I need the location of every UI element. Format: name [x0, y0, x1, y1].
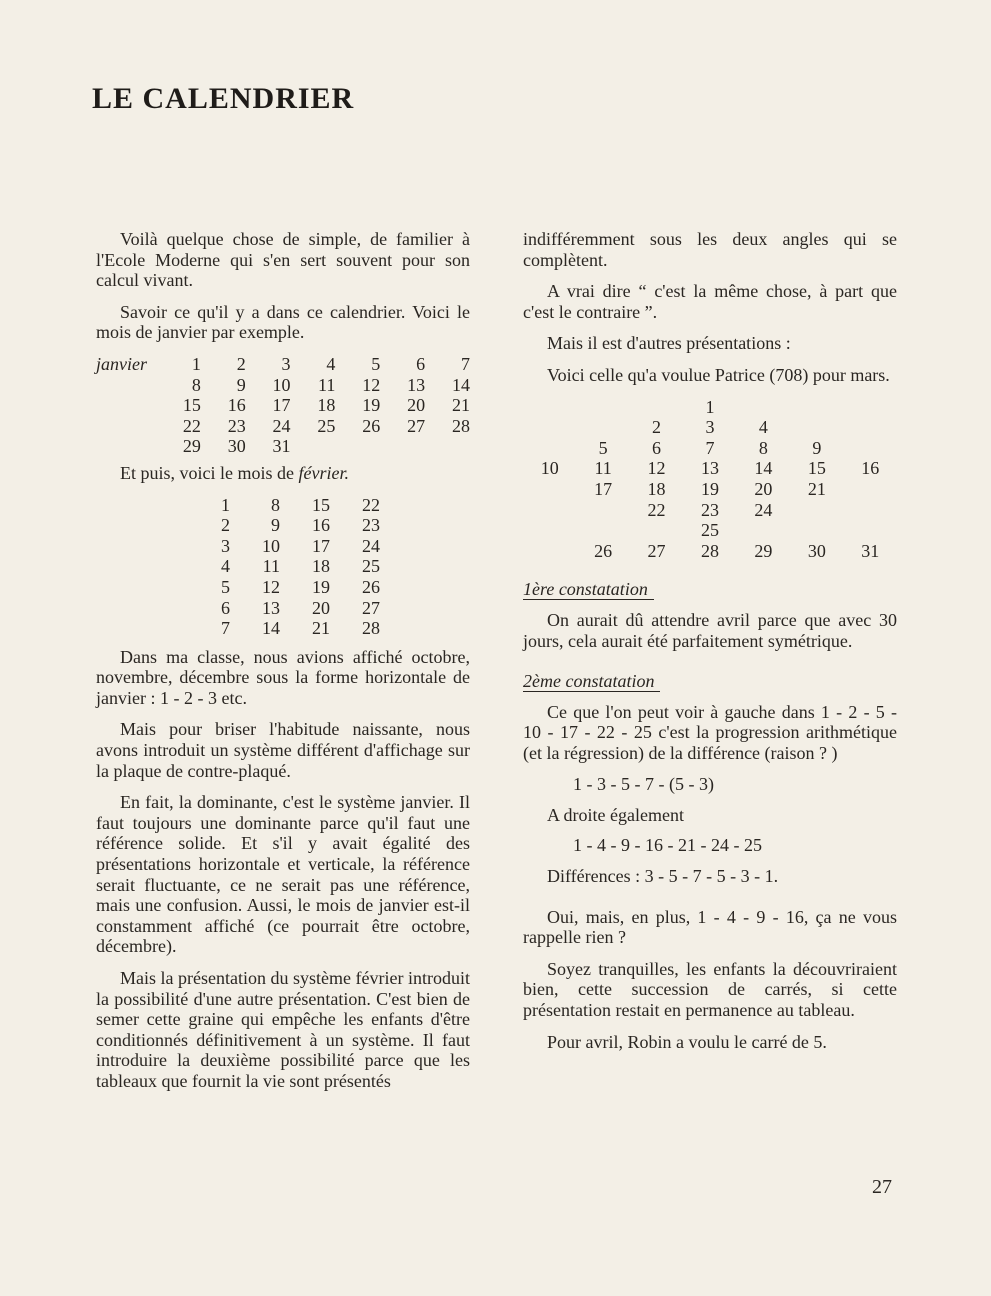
calendar-row [523, 500, 897, 521]
calendar-row [180, 515, 380, 536]
janvier-day: 9 [236, 374, 246, 395]
fevrier-day: 9 [271, 515, 280, 536]
sequence-differences-left: 1 - 3 - 5 - 7 - (5 - 3) [573, 774, 714, 795]
janvier-day: 19 [362, 395, 381, 416]
janvier-day: 18 [317, 395, 336, 416]
janvier-day: 11 [318, 374, 336, 395]
paragraph: indifféremment sous les deux angles qui se complètent. [523, 229, 897, 270]
fevrier-day: 23 [362, 515, 380, 536]
paragraph: Mais pour briser l'habitude naissante, nous avons introduit un système différent d'affichage sur la plaque de contre-plaqué. [96, 719, 470, 781]
paragraph-fevrier-intro: Et puis, voici le mois de février. [120, 462, 349, 483]
mars-day: 4 [758, 417, 768, 438]
paragraph: Voilà quelque chose de simple, de familier à l'Ecole Moderne qui s'en sert souvent pour son calcul vivant. [96, 229, 470, 291]
fevrier-day: 3 [221, 535, 230, 556]
fevrier-day: 21 [312, 618, 330, 639]
fevrier-day: 12 [262, 576, 280, 597]
mars-day: 27 [647, 540, 666, 561]
janvier-day: 23 [227, 415, 246, 436]
calendar-row [96, 354, 470, 375]
mars-day: 16 [861, 458, 880, 479]
month-label-spacer [96, 375, 156, 396]
month-label-spacer [96, 416, 156, 437]
calendar-row [523, 397, 897, 418]
mars-day: 3 [705, 417, 715, 438]
mars-day: 5 [598, 437, 608, 458]
paragraph: En fait, la dominante, c'est le système janvier. Il faut toujours une dominante parce qu'il faut une référence solide. Et s'il y avait égalité des présentations horizontale et verticale, la référence serait fluctuante, ce ne serait pas une référence, mais une confusion. Aussi, le mois de janvier est-il constamment affiché (ce pourrait être octobre, décembre). [96, 792, 470, 957]
mars-day [844, 438, 897, 459]
mars-day: 28 [700, 540, 719, 561]
janvier-day: 28 [452, 415, 470, 436]
fevrier-day: 2 [221, 515, 230, 536]
mars-day: 22 [647, 499, 666, 520]
janvier-day [335, 436, 380, 457]
paragraph: Soyez tranquilles, les enfants la découvriraient bien, cette succession de carrés, si cette présentation restait en permanence au tableau. [523, 958, 897, 1021]
janvier-day: 4 [326, 353, 336, 374]
fevrier-calendar [180, 495, 380, 639]
janvier-day: 10 [272, 374, 291, 395]
paragraph: Oui, mais, en plus, 1 - 4 - 9 - 16, ça ne vous rappelle rien ? [523, 906, 897, 948]
janvier-day [425, 436, 470, 457]
janvier-day: 6 [416, 353, 426, 374]
fevrier-day: 6 [221, 597, 230, 618]
paragraph: Dans ma classe, nous avions affiché octobre, novembre, décembre sous la forme horizontale de janvier : 1 - 2 - 3 etc. [96, 646, 470, 708]
mars-day: 20 [754, 478, 773, 499]
fevrier-day: 20 [312, 597, 330, 618]
calendar-row [180, 577, 380, 598]
fevrier-day: 7 [221, 618, 230, 639]
janvier-day: 17 [272, 395, 291, 416]
paragraph: A droite également [547, 804, 684, 825]
fevrier-day: 15 [312, 494, 330, 515]
mars-day: 31 [861, 540, 880, 561]
mars-day: 26 [594, 540, 613, 561]
calendar-row [523, 438, 897, 459]
janvier-day: 29 [182, 436, 201, 457]
janvier-day [291, 436, 336, 457]
calendar-row [96, 416, 470, 437]
janvier-day: 24 [272, 415, 291, 436]
janvier-day: 22 [182, 415, 201, 436]
fevrier-day: 17 [312, 535, 330, 556]
calendar-row [96, 395, 470, 416]
calendar-row [180, 618, 380, 639]
paragraph: A vrai dire “ c'est la même chose, à part que c'est le contraire ”. [523, 281, 897, 322]
janvier-day: 14 [452, 374, 470, 395]
mars-day: 12 [647, 458, 666, 479]
mars-day [576, 417, 629, 438]
mars-day [523, 500, 576, 521]
mars-day: 29 [754, 540, 773, 561]
mars-day: 21 [807, 478, 826, 499]
fevrier-day: 11 [262, 556, 280, 577]
mars-day: 11 [594, 458, 612, 479]
paragraph: Voici celle qu'a voulue Patrice (708) pour mars. [547, 364, 890, 385]
fevrier-day: 10 [262, 535, 280, 556]
fevrier-day: 1 [221, 494, 230, 515]
calendar-row [96, 436, 470, 457]
janvier-day: 27 [407, 415, 426, 436]
fevrier-day: 5 [221, 576, 230, 597]
janvier-day: 1 [191, 353, 201, 374]
month-label-spacer [96, 436, 156, 457]
mars-day: 10 [540, 458, 559, 479]
calendar-row [180, 556, 380, 577]
mars-day: 15 [807, 458, 826, 479]
janvier-day: 8 [191, 374, 201, 395]
fevrier-day: 26 [362, 576, 380, 597]
fevrier-day: 22 [362, 494, 380, 515]
paragraph: Pour avril, Robin a voulu le carré de 5. [547, 1031, 827, 1052]
janvier-day: 12 [362, 374, 381, 395]
mars-day: 6 [652, 437, 662, 458]
mars-day: 17 [594, 478, 613, 499]
mars-day [790, 500, 843, 521]
fevrier-day: 27 [362, 597, 380, 618]
fevrier-day: 19 [312, 576, 330, 597]
mars-day: 13 [700, 458, 719, 479]
fevrier-day: 18 [312, 556, 330, 577]
right-column [523, 229, 897, 1063]
sequence-differences-right: Différences : 3 - 5 - 7 - 5 - 3 - 1. [547, 866, 779, 887]
mars-day [523, 520, 576, 541]
mars-day [523, 397, 576, 418]
mars-day [576, 397, 629, 418]
janvier-day: 16 [227, 395, 246, 416]
mars-day: 14 [754, 458, 773, 479]
calendar-row [523, 417, 897, 438]
fevrier-day: 14 [262, 618, 280, 639]
mars-day [737, 397, 790, 418]
paragraph: Mais la présentation du système février introduit la possibilité d'une autre présentation. C'est bien de semer cette graine qui empêche les enfants d'être conditionnés définitivement à un système. Il faut introduire la deuxième possibilité parce que les tableaux que fournit la vie sont présentés [96, 968, 470, 1091]
mars-day: 24 [754, 499, 773, 520]
paragraph: Mais il est d'autres présentations : [547, 333, 791, 354]
janvier-day: 30 [227, 436, 246, 457]
janvier-day: 5 [371, 353, 381, 374]
mars-day: 25 [700, 520, 719, 541]
mars-day [844, 479, 897, 500]
heading-first-observation: 1ère constatation [523, 579, 654, 600]
calendar-row [523, 479, 897, 500]
left-column [96, 229, 470, 1103]
mars-day: 19 [700, 478, 719, 499]
janvier-day: 21 [452, 395, 470, 416]
mars-day [576, 520, 629, 541]
paragraph: On aurait dû attendre avril parce que avec 30 jours, cela aurait été parfaitement symétrique. [523, 610, 897, 651]
mars-day [790, 417, 843, 438]
sequence-right: 1 - 4 - 9 - 16 - 21 - 24 - 25 [573, 835, 762, 856]
janvier-day: 2 [236, 353, 246, 374]
mars-day: 2 [652, 417, 662, 438]
janvier-day [380, 436, 425, 457]
page-number: 27 [872, 1176, 892, 1198]
mars-calendar [523, 397, 897, 562]
fevrier-day: 8 [271, 494, 280, 515]
month-label: janvier [96, 353, 147, 374]
mars-day: 1 [705, 396, 715, 417]
janvier-day: 7 [461, 353, 470, 374]
calendar-row [523, 520, 897, 541]
mars-day: 30 [807, 540, 826, 561]
calendar-row [180, 598, 380, 619]
month-label-spacer [96, 395, 156, 416]
janvier-day: 26 [362, 415, 381, 436]
page-title: LE CALENDRIER [92, 82, 355, 115]
mars-day [576, 500, 629, 521]
fevrier-day: 28 [362, 618, 380, 639]
mars-day: 7 [705, 437, 715, 458]
janvier-day: 3 [281, 353, 291, 374]
mars-day [523, 541, 576, 562]
janvier-day: 31 [272, 436, 291, 457]
mars-day [630, 397, 683, 418]
janvier-day: 15 [182, 395, 201, 416]
mars-day [523, 417, 576, 438]
fevrier-day: 25 [362, 556, 380, 577]
mars-day [523, 479, 576, 500]
paragraph: Savoir ce qu'il y a dans ce calendrier. Voici le mois de janvier par exemple. [96, 301, 470, 343]
mars-day: 9 [812, 437, 822, 458]
calendar-row [523, 458, 897, 479]
mars-day [844, 417, 897, 438]
janvier-day: 20 [407, 395, 426, 416]
mars-day [844, 397, 897, 418]
mars-day: 23 [700, 499, 719, 520]
mars-day [737, 520, 790, 541]
janvier-calendar [96, 354, 470, 457]
mars-day [523, 438, 576, 459]
fevrier-day: 24 [362, 535, 380, 556]
calendar-row [523, 541, 897, 562]
janvier-day: 25 [317, 415, 336, 436]
calendar-row [180, 536, 380, 557]
fevrier-day: 4 [221, 556, 230, 577]
fevrier-day: 13 [262, 597, 280, 618]
paragraph: Ce que l'on peut voir à gauche dans 1 - 2 - 5 - 10 - 17 - 22 - 25 c'est la progression arithmétique (et la régression) de la différence (raison ? ) [523, 701, 897, 763]
fevrier-day: 16 [312, 515, 330, 536]
calendar-row [180, 495, 380, 516]
mars-day [844, 500, 897, 521]
calendar-row [96, 375, 470, 396]
mars-day [630, 520, 683, 541]
janvier-day: 13 [407, 374, 426, 395]
mars-day: 8 [758, 437, 768, 458]
heading-second-observation: 2ème constatation [523, 671, 660, 692]
mars-day [790, 520, 843, 541]
mars-day: 18 [647, 478, 666, 499]
mars-day [844, 520, 897, 541]
mars-day [790, 397, 843, 418]
